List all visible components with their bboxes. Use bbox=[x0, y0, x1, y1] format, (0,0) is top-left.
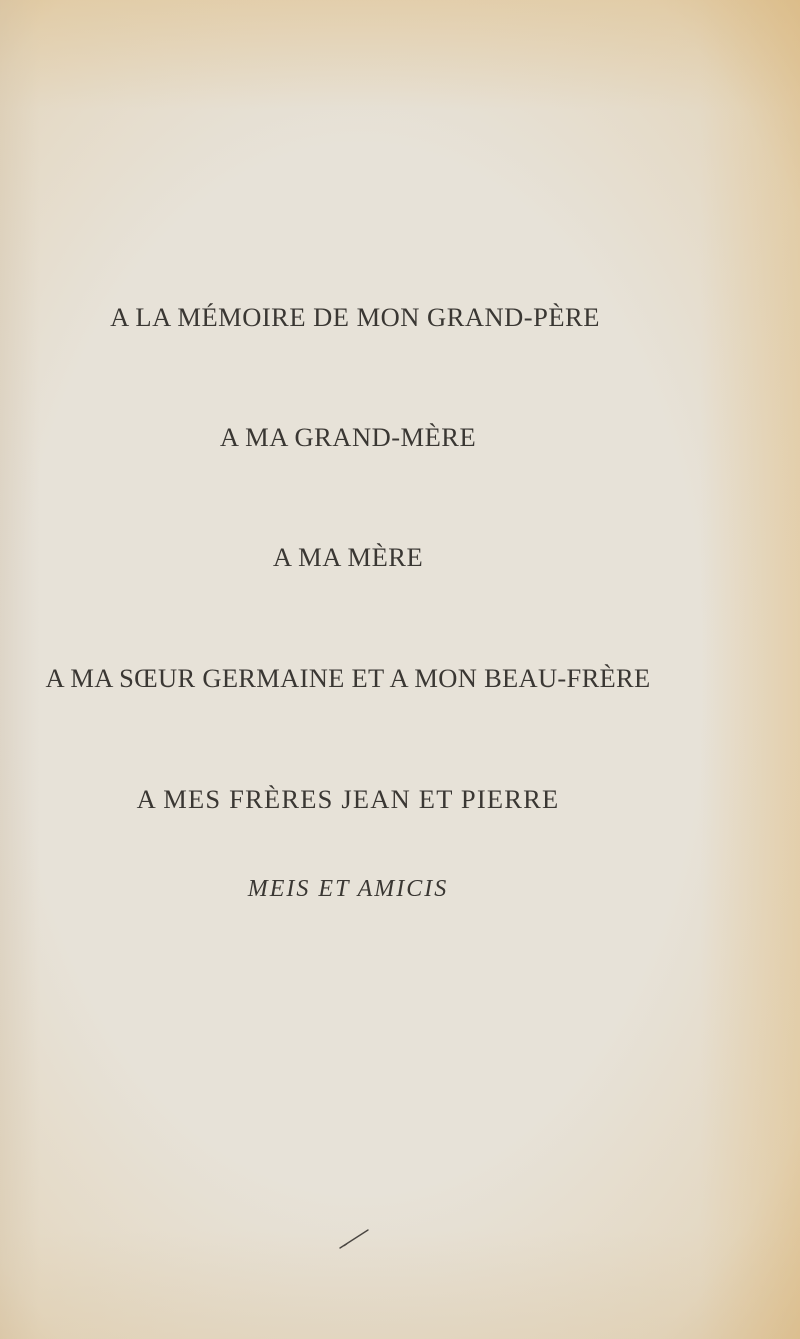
dedication-line-grandfather: A LA MÉMOIRE DE MON GRAND-PÈRE bbox=[110, 302, 600, 332]
dedication-motto: MEIS ET AMICIS bbox=[247, 876, 449, 902]
dedication-line-sister: A MA SŒUR GERMAINE ET A MON BEAU-FRÈRE bbox=[45, 663, 651, 693]
dedication-line-grandmother: A MA GRAND-MÈRE bbox=[219, 422, 477, 452]
pencil-mark-icon bbox=[338, 1228, 370, 1250]
dedication-line-mother: A MA MÈRE bbox=[272, 542, 424, 572]
dedication-line-brothers: A MES FRÈRES JEAN ET PIERRE bbox=[136, 784, 560, 814]
